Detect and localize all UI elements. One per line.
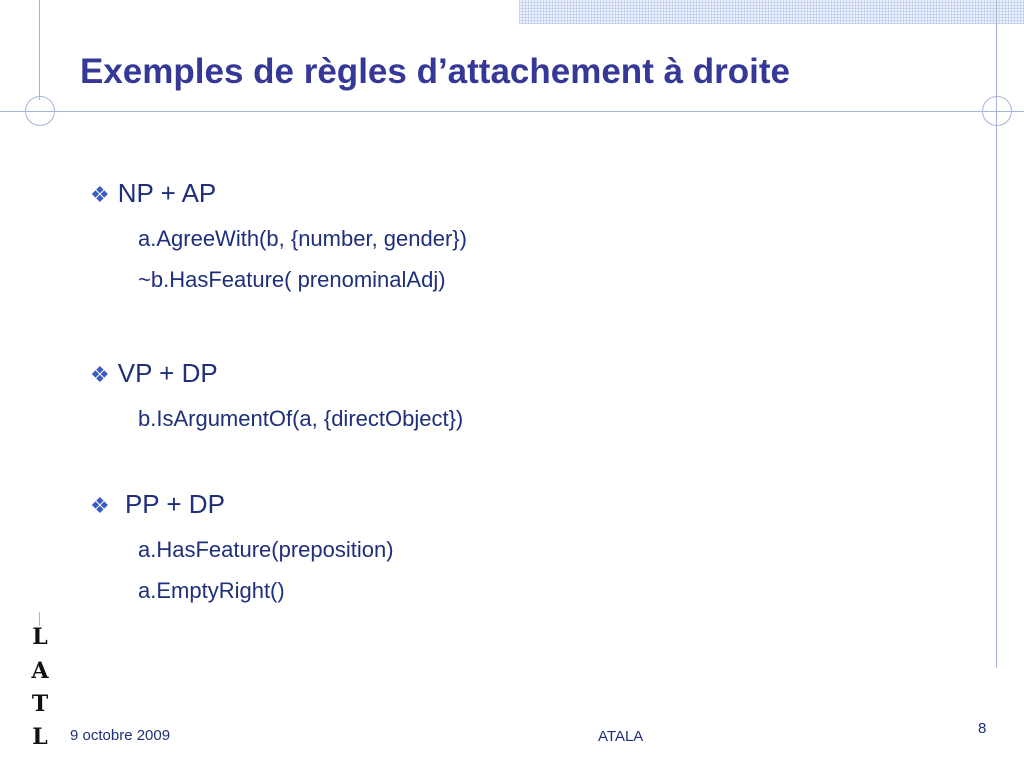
logo-letter: L bbox=[32, 724, 48, 750]
footer-organization: ATALA bbox=[598, 728, 644, 745]
logo-letter: A bbox=[31, 658, 49, 684]
rule-heading bbox=[90, 489, 225, 520]
footer-date: 9 octobre 2009 bbox=[70, 727, 171, 744]
diamond-bullet-icon: ❖ bbox=[90, 493, 110, 518]
diamond-bullet-icon: ❖ bbox=[90, 362, 110, 387]
header-pattern bbox=[519, 0, 1024, 24]
rule-heading-text: VP + DP bbox=[117, 358, 218, 388]
right-crosshair-circle bbox=[982, 96, 1012, 126]
slide-number: 8 bbox=[978, 720, 987, 737]
rule-line: a.HasFeature(preposition) bbox=[138, 537, 394, 562]
top-rule bbox=[0, 111, 1024, 112]
left-vertical-rule bbox=[39, 0, 40, 100]
rule-line: a.EmptyRight() bbox=[138, 578, 285, 603]
slide-title: Exemples de règles d’attachement à droite bbox=[80, 52, 790, 91]
rule-line: b.IsArgumentOf(a, {directObject}) bbox=[138, 406, 464, 431]
rule-heading bbox=[90, 358, 218, 389]
left-crosshair-circle bbox=[25, 96, 55, 126]
rule-line: ~b.HasFeature( prenominalAdj) bbox=[138, 267, 446, 292]
diamond-bullet-icon: ❖ bbox=[90, 182, 110, 207]
logo-letter: L bbox=[32, 624, 48, 650]
rule-line: a.AgreeWith(b, {number, gender}) bbox=[138, 226, 467, 251]
rule-heading bbox=[90, 178, 216, 209]
rule-heading-text: PP + DP bbox=[117, 489, 225, 519]
logo-letter: T bbox=[31, 691, 49, 717]
rule-heading-text: NP + AP bbox=[117, 178, 217, 208]
